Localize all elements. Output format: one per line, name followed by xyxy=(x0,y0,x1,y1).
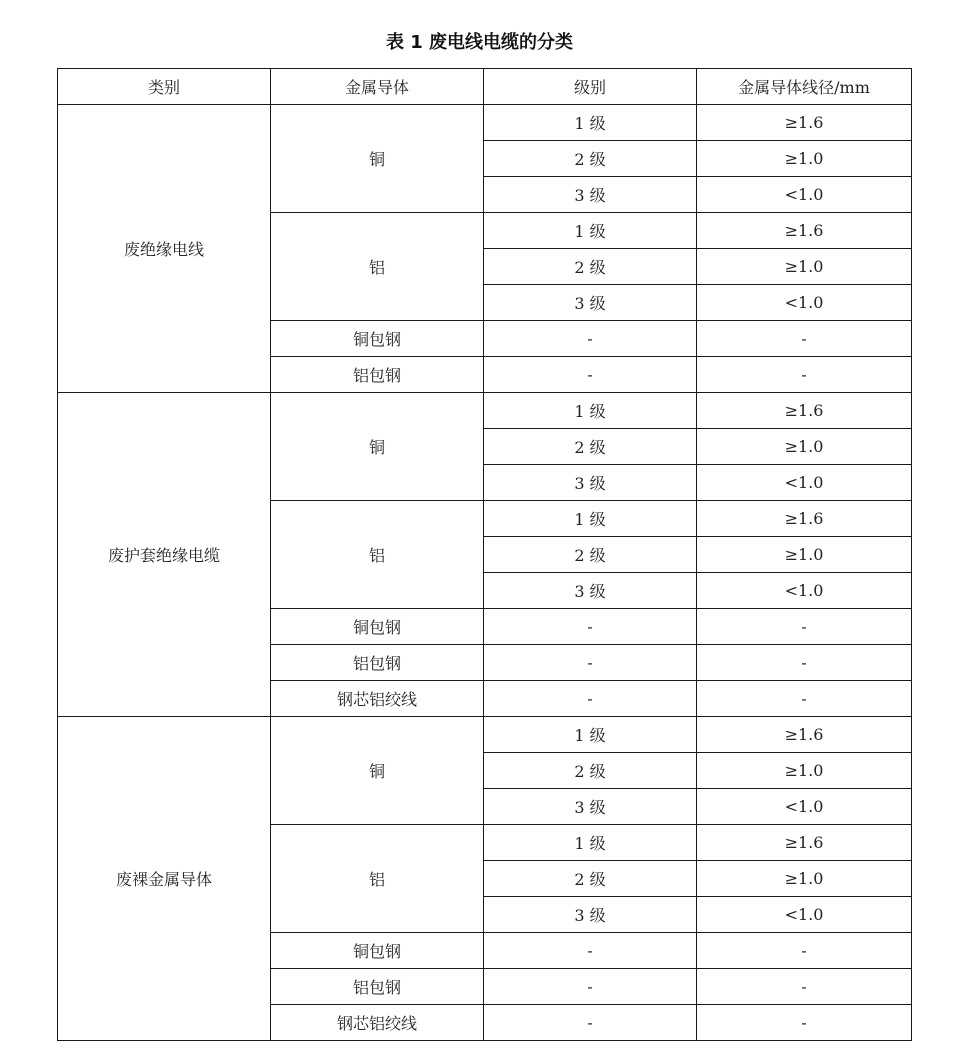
diameter-cell: <1.0 xyxy=(697,789,912,825)
conductor-cell: 铜 xyxy=(271,717,484,825)
grade-cell: 2 级 xyxy=(484,861,697,897)
grade-cell: - xyxy=(484,321,697,357)
conductor-cell: 铜包钢 xyxy=(271,609,484,645)
category-cell: 废裸金属导体 xyxy=(58,717,271,1041)
grade-cell: - xyxy=(484,681,697,717)
grade-cell: 2 级 xyxy=(484,753,697,789)
diameter-cell: - xyxy=(697,609,912,645)
grade-cell: 3 级 xyxy=(484,285,697,321)
grade-cell: 1 级 xyxy=(484,213,697,249)
header-category: 类别 xyxy=(58,69,271,105)
conductor-cell: 铝包钢 xyxy=(271,969,484,1005)
grade-cell: - xyxy=(484,1005,697,1041)
grade-cell: 3 级 xyxy=(484,897,697,933)
grade-cell: 2 级 xyxy=(484,141,697,177)
grade-cell: 3 级 xyxy=(484,465,697,501)
grade-cell: - xyxy=(484,609,697,645)
diameter-cell: ≥1.0 xyxy=(697,537,912,573)
grade-cell: - xyxy=(484,969,697,1005)
table-row xyxy=(58,393,912,429)
grade-cell: 1 级 xyxy=(484,825,697,861)
header-row xyxy=(58,69,912,105)
diameter-cell: <1.0 xyxy=(697,897,912,933)
conductor-cell: 钢芯铝绞线 xyxy=(271,681,484,717)
header-diameter: 金属导体线径/mm xyxy=(697,69,912,105)
grade-cell: - xyxy=(484,357,697,393)
grade-cell: 1 级 xyxy=(484,501,697,537)
diameter-cell: ≥1.6 xyxy=(697,393,912,429)
table-row xyxy=(58,105,912,141)
conductor-cell: 铝 xyxy=(271,501,484,609)
grade-cell: 2 级 xyxy=(484,249,697,285)
header-conductor: 金属导体 xyxy=(271,69,484,105)
diameter-cell: <1.0 xyxy=(697,177,912,213)
diameter-cell: <1.0 xyxy=(697,465,912,501)
diameter-cell: - xyxy=(697,933,912,969)
grade-cell: - xyxy=(484,933,697,969)
diameter-cell: ≥1.6 xyxy=(697,825,912,861)
conductor-cell: 铜包钢 xyxy=(271,933,484,969)
grade-cell: 1 级 xyxy=(484,393,697,429)
category-cell: 废绝缘电线 xyxy=(58,105,271,393)
diameter-cell: - xyxy=(697,321,912,357)
diameter-cell: - xyxy=(697,681,912,717)
conductor-cell: 铝 xyxy=(271,213,484,321)
conductor-cell: 铝包钢 xyxy=(271,645,484,681)
diameter-cell: ≥1.0 xyxy=(697,861,912,897)
grade-cell: 2 级 xyxy=(484,429,697,465)
conductor-cell: 铝 xyxy=(271,825,484,933)
conductor-cell: 铜 xyxy=(271,393,484,501)
conductor-cell: 铝包钢 xyxy=(271,357,484,393)
category-cell: 废护套绝缘电缆 xyxy=(58,393,271,717)
diameter-cell: - xyxy=(697,357,912,393)
grade-cell: 1 级 xyxy=(484,105,697,141)
diameter-cell: ≥1.0 xyxy=(697,429,912,465)
table-body xyxy=(58,105,912,1041)
diameter-cell: ≥1.6 xyxy=(697,213,912,249)
diameter-cell: <1.0 xyxy=(697,285,912,321)
conductor-cell: 铜 xyxy=(271,105,484,213)
diameter-cell: - xyxy=(697,645,912,681)
diameter-cell: - xyxy=(697,1005,912,1041)
classification-table xyxy=(57,68,912,1041)
grade-cell: 3 级 xyxy=(484,789,697,825)
grade-cell: 3 级 xyxy=(484,573,697,609)
table-row xyxy=(58,717,912,753)
diameter-cell: ≥1.0 xyxy=(697,753,912,789)
diameter-cell: ≥1.6 xyxy=(697,501,912,537)
diameter-cell: ≥1.6 xyxy=(697,105,912,141)
grade-cell: 3 级 xyxy=(484,177,697,213)
diameter-cell: <1.0 xyxy=(697,573,912,609)
grade-cell: 1 级 xyxy=(484,717,697,753)
diameter-cell: ≥1.6 xyxy=(697,717,912,753)
grade-cell: 2 级 xyxy=(484,537,697,573)
diameter-cell: - xyxy=(697,969,912,1005)
conductor-cell: 钢芯铝绞线 xyxy=(271,1005,484,1041)
table-caption: 表 1 废电线电缆的分类 xyxy=(385,32,574,53)
header-grade: 级别 xyxy=(484,69,697,105)
conductor-cell: 铜包钢 xyxy=(271,321,484,357)
diameter-cell: ≥1.0 xyxy=(697,249,912,285)
diameter-cell: ≥1.0 xyxy=(697,141,912,177)
grade-cell: - xyxy=(484,645,697,681)
